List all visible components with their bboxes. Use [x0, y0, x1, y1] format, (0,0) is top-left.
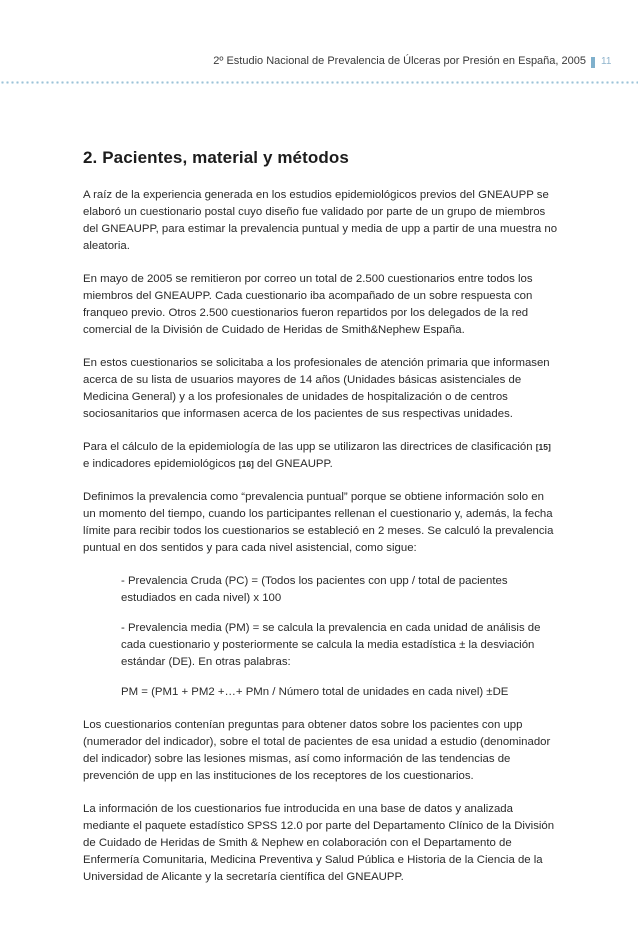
page-marker-bar [591, 57, 595, 68]
running-header [0, 55, 638, 75]
list-item-crude-prevalence: - Prevalencia Cruda (PC) = (Todos los pacientes con upp / total de pacientes estudiados en cada nivel) x 100 [121, 575, 508, 604]
paragraph-mailing: En mayo de 2005 se remitieron por correo un total de 2.500 cuestionarios entre todos los miembros del GNEAUPP. Cada cuestionario iba acompañado de un sobre respuesta con franqueo previo. Otros 2.500 cuestionarios fueron repartidos por los delegados de la red comercial de la División de Cuidado de Heridas de Smith&Nephew España. [83, 273, 533, 336]
paragraph-questionnaire-design: A raíz de la experiencia generada en los estudios epidemiológicos previos del GNEAUPP se elaboró un cuestionario postal cuyo diseño fue validado por parte de un grupo de miembros del GNEAUPP, para estimar la prevalencia puntual y media de upp a partir de una muestra no aleatoria. [83, 189, 558, 252]
paragraph-questionnaire-contents: Los cuestionarios contenían preguntas para obtener datos sobre los pacientes con upp (numerador del indicador), sobre el total de pacientes de esa unidad a estudio (denominador del indicador) sobre las lesiones mismas, así como información de las tendencias de prevención de upp en las instituciones de los receptores de los cuestionarios. [83, 719, 551, 782]
paragraph-guidelines [83, 439, 558, 473]
formula-mean-prevalence: PM = (PM1 + PM2 +…+ PMn / Número total de unidades en cada nivel) ±DE [121, 686, 509, 698]
dotted-divider [0, 81, 638, 84]
citation-ref-15: [15] [535, 442, 551, 452]
list-item-mean-prevalence: - Prevalencia media (PM) = se calcula la prevalencia en cada unidad de análisis de cada cuestionario y posteriormente se calcula la media estadística ± la desviación estándar (DE). En otras palabras: [121, 622, 541, 668]
paragraph-prevalence-definition: Definimos la prevalencia como “prevalencia puntual” porque se obtiene información solo en un momento del tiempo, cuando los participantes rellenan el cuestionario y, además, la fecha límite para recibir todos los cuestionarios se estableció en 2 meses. Se calculó la prevalencia puntual en dos sentidos y para cada nivel asistencial, como sigue: [83, 491, 554, 554]
section-title: 2. Pacientes, material y métodos [83, 148, 349, 167]
guidelines-text-start: Para el cálculo de la epidemiología de las upp se utilizaron las directrices de clasificación [83, 441, 536, 453]
paragraph-data-analysis: La información de los cuestionarios fue introducida en una base de datos y analizada mediante el paquete estadístico SPSS 12.0 por parte del Departamento Clínico de la División de Cuidado de Heridas de Smith & Nephew en colaboración con el Departamento de Enfermería Comunitaria, Medicina Preventiva y Salud Pública e Historia de la Ciencia de la Universidad de Alicante y la secretaría científica del GNEAUPP. [83, 803, 555, 883]
running-title: 2º Estudio Nacional de Prevalencia de Úlceras por Presión en España, 2005 [213, 55, 586, 67]
citation-ref-16: [16] [238, 459, 254, 469]
guidelines-text-end: del GNEAUPP. [253, 458, 333, 470]
paragraph-request: En estos cuestionarios se solicitaba a los profesionales de atención primaria que informasen acerca de su lista de usuarios mayores de 14 años (Unidades básicas asistenciales de Medicina General) y a los profesionales de unidades de hospitalización o de centros sociosanitarios que informasen acerca de los pacientes de sus respectivas unidades. [83, 357, 550, 420]
main-content [83, 148, 558, 902]
page-number: 11 [601, 56, 612, 67]
guidelines-text-middle: e indicadores epidemiológicos [83, 458, 239, 470]
